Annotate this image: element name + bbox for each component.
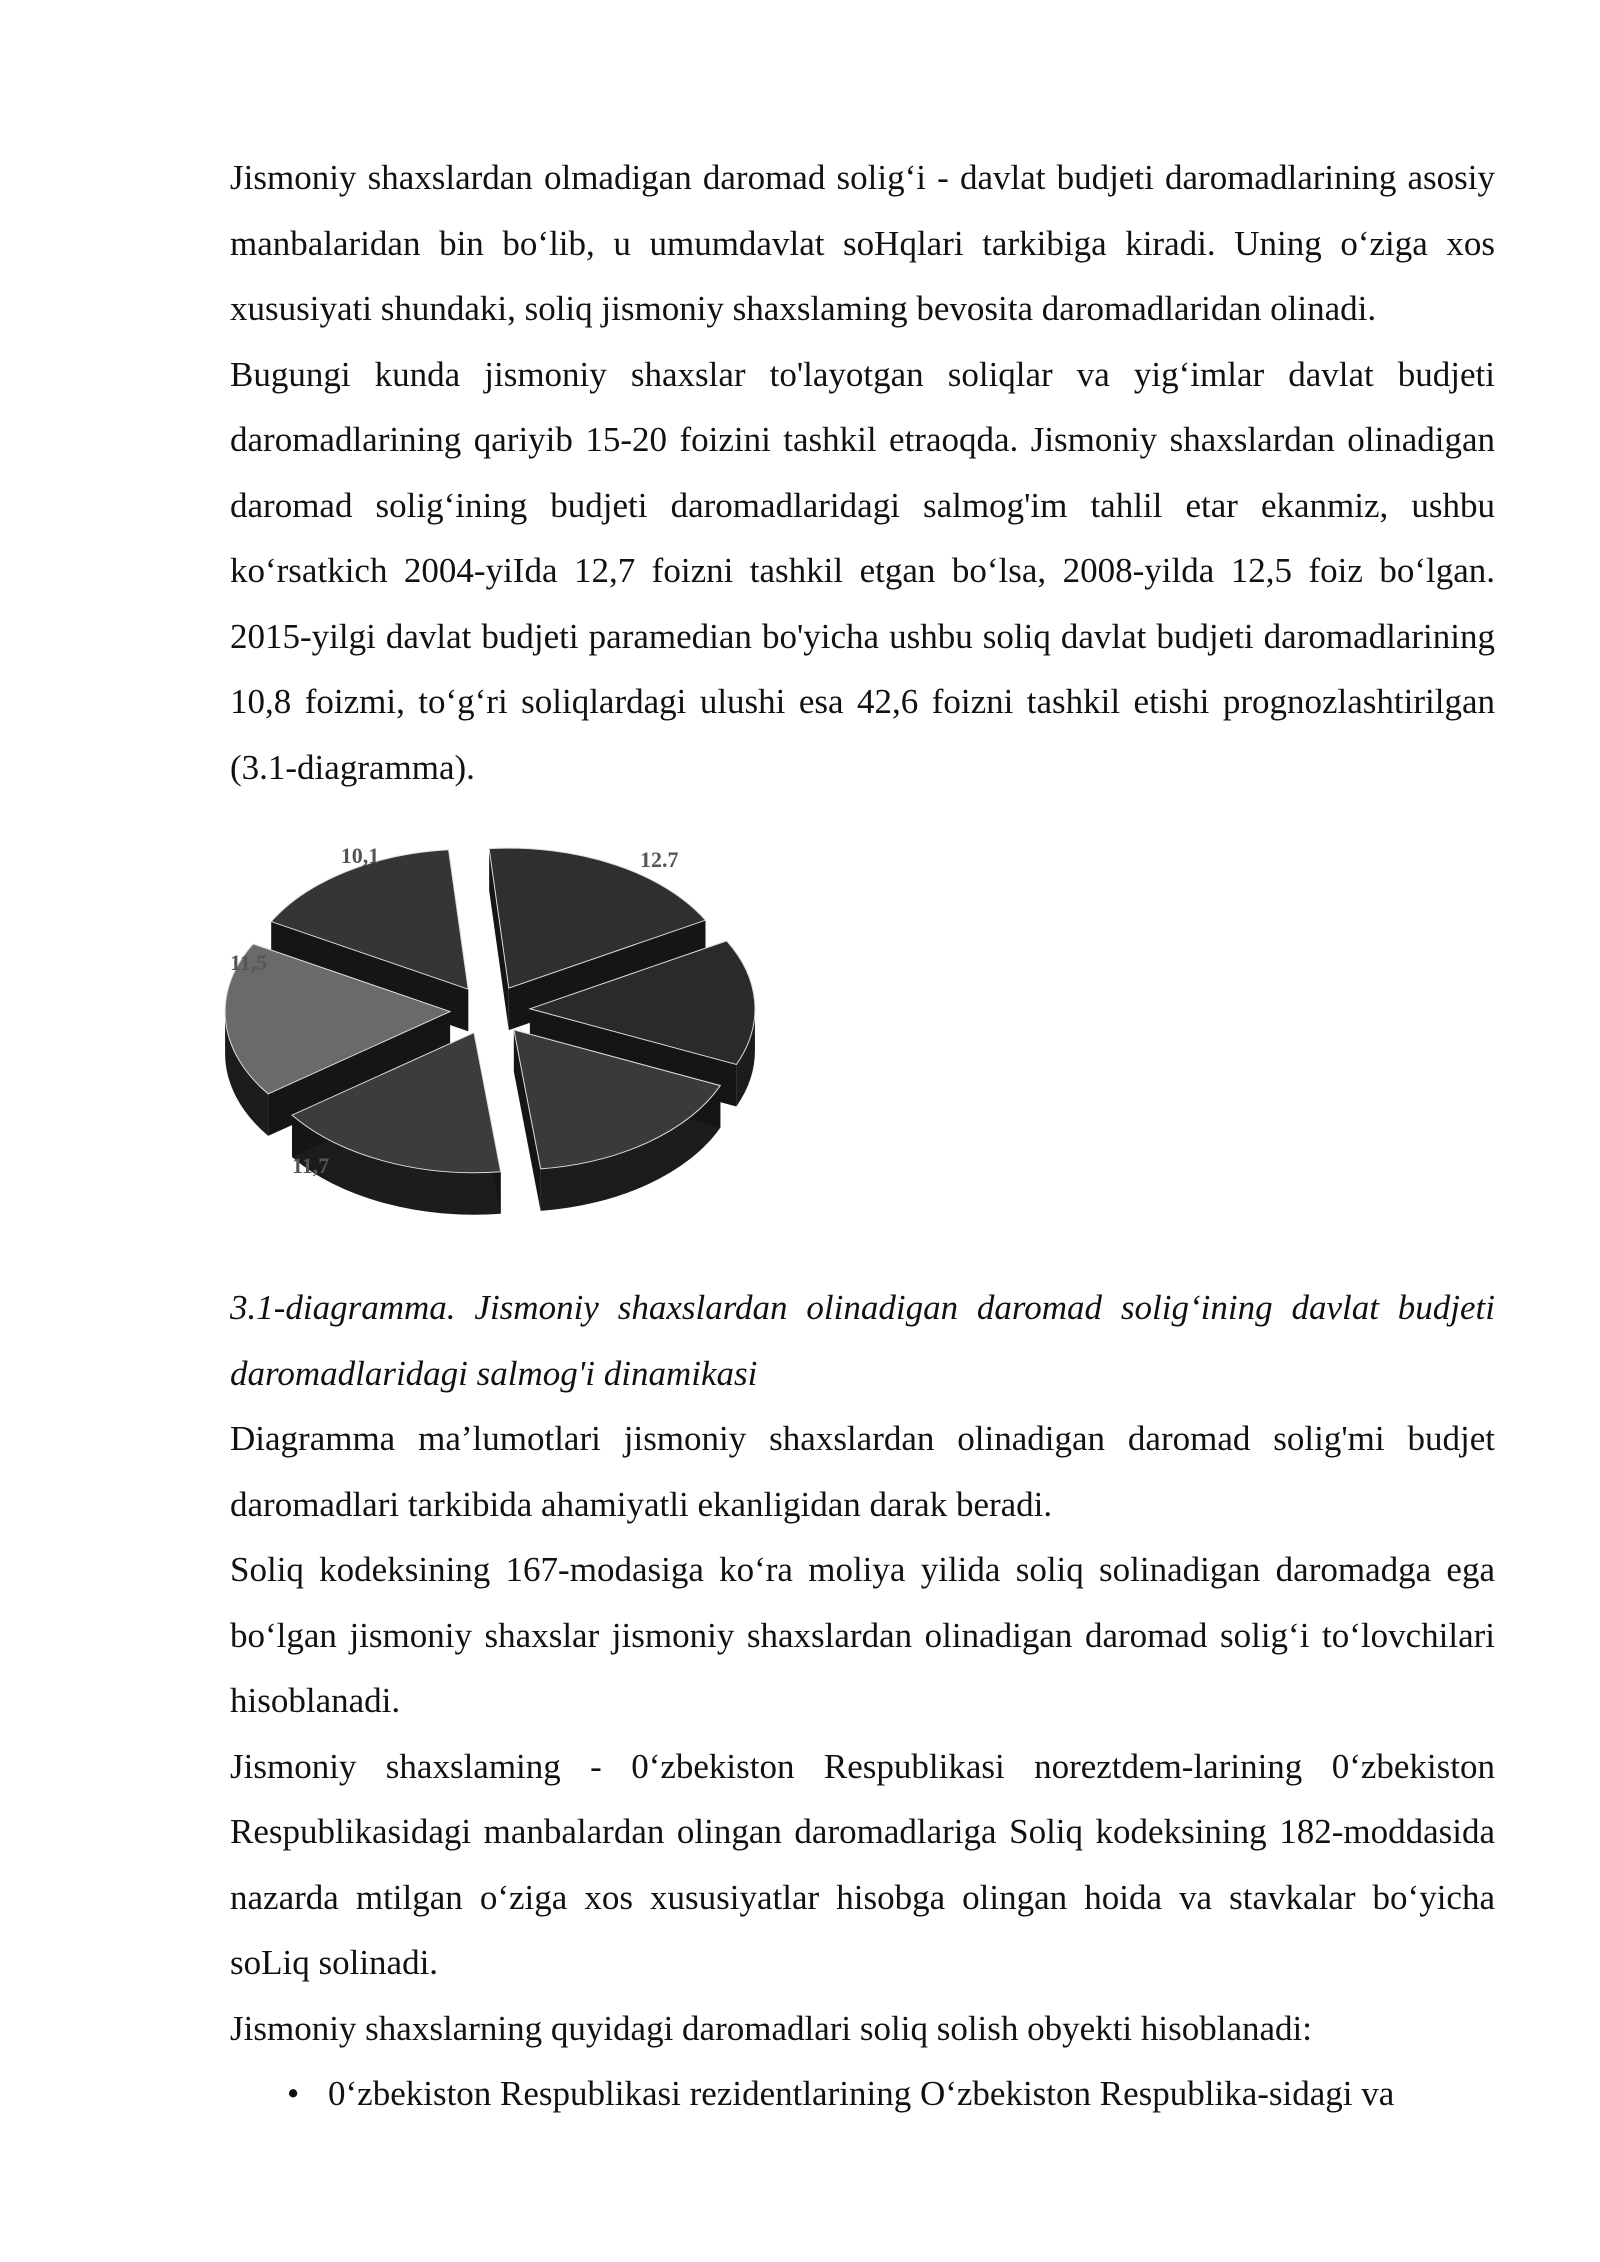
list-item [230, 2061, 1495, 2127]
paragraph-nonresidents: Jismoniy shaxslaming - 0‘zbekiston Respublikasi noreztdem-larining 0‘zbekiston Respublikasidagi manbalardan olingan daromadlariga Soliq kodeksining 182-moddasida nazarda mtilgan o‘ziga xos xususiyatlar hisobga olingan hoida va stavkalar bo‘yicha soLiq solinadi. [230, 1746, 1495, 1982]
document-page [230, 145, 1495, 2127]
pie-label: 11,5 [230, 950, 268, 975]
pie-chart [220, 845, 820, 1275]
list-item-text: 0‘zbekiston Respublikasi rezidentlarining O‘zbekiston Respublika-sidagi va [328, 2074, 1395, 2113]
taxable-income-list [230, 2061, 1495, 2127]
paragraph-taxpayers: Soliq kodeksining 167-modasiga ko‘ra moliya yilida soliq solinadigan daromadga ega bo‘lgan jismoniy shaxslar jismoniy shaxslardan olinadigan daromad solig‘i to‘lovchilari hisoblanadi. [230, 1550, 1495, 1720]
pie-label: 12.7 [640, 847, 679, 872]
pie-label: 11,7 [292, 1153, 330, 1178]
paragraph-taxable-income: Jismoniy shaxslarning quyidagi daromadlari soliq solish obyekti hisoblanadi: [230, 2008, 1312, 2048]
figure-caption: 3.1-diagramma. Jismoniy shaxslardan olinadigan daromad solig‘ining davlat budjeti daromadlaridagi salmog'i dinamikasi [230, 1288, 1495, 1393]
pie-chart-figure [230, 845, 1495, 1275]
paragraph-statistics: Bugungi kunda jismoniy shaxslar to'layotgan soliqlar va yig‘imlar davlat budjeti daromadlarining qariyib 15-20 foizini tashkil etraoqda. Jismoniy shaxslardan olinadigan daromad solig‘ining budjeti daromadlaridagi salmog'im tahlil etar ekanmiz, ushbu ko‘rsatkich 2004-yiIda 12,7 foizni tashkil etgan bo‘lsa, 2008-yilda 12,5 foiz bo‘lgan. 2015-yilgi davlat budjeti paramedian bo'yicha ushbu soliq davlat budjeti daromadlarining 10,8 foizmi, to‘g‘ri soliqlardagi ulushi esa 42,6 foizni tashkil etishi prognozlashtirilgan (3.1-diagramma). [230, 354, 1495, 787]
paragraph-diagram-summary: Diagramma ma’lumotlari jismoniy shaxslardan olinadigan daromad solig'mi budjet daromadlari tarkibida ahamiyatli ekanligidan darak beradi. [230, 1419, 1495, 1524]
bullet-marker: • [287, 2074, 300, 2113]
pie-label: 10,1 [340, 845, 380, 868]
paragraph-intro: Jismoniy shaxslardan olmadigan daromad solig‘i - davlat budjeti daromadlarining asosiy manbalaridan bin bo‘lib, u umumdavlat soHqlari tarkibiga kiradi. Uning o‘ziga xos xususiyati shundaki, soliq jismoniy shaxslaming bevosita daromadlaridan olinadi. [230, 158, 1495, 328]
